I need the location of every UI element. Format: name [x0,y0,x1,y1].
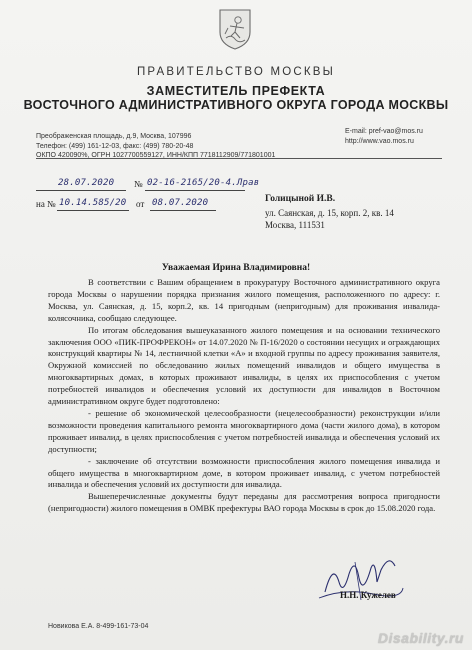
registration-number: 02-16-2165/20-4.Лрав [147,178,260,188]
recipient-city: Москва, 111531 [265,220,325,230]
office-address: Преображенская площадь, д.9, Москва, 107996 [36,133,192,140]
office-phone: Телефон: (499) 161-12-03, факс: (499) 780-20-48 [36,142,194,150]
watermark-logo: Disability.ru [377,630,464,646]
letterhead-title: ЗАМЕСТИТЕЛЬ ПРЕФЕКТА [146,84,326,98]
recipient-street: ул. Саянская, д. 15, корп. 2, кв. 14 [265,208,394,218]
reference-date: 08.07.2020 [152,198,209,208]
moscow-coat-of-arms-icon [218,8,252,50]
reference-from-label: от [136,199,145,209]
letter-body [48,277,440,515]
letterhead-subtitle: ВОСТОЧНОГО АДМИНИСТРАТИВНОГО ОКРУГА ГОРОДА МОСКВЫ [23,98,449,112]
recipient-name: Голицыной И.В. [265,194,336,204]
letterhead-divider [36,158,442,159]
office-codes: ОКПО 420090%, ОГРН 1027700559127, ИНН/КПП 7718112909/771801001 [36,152,276,159]
registration-date: 28.07.2020 [58,178,115,188]
paragraph-transfer: Вышеперечисленные документы будут переданы для рассмотрения вопроса пригодности (непригодности) жилого помещения в ОМВК префектуры ВАО города Москвы в срок до 15.08.2020 года. [48,491,440,514]
letterhead-web [345,127,423,146]
paragraph-results: По итогам обследования вышеуказанного жилого помещения и на основании технического заключения ООО «ПИК-ПРОФРЕКОН» от 14.07.2020 № П-16/2020 о состоянии несущих и ограждающих конструкций квартиры № 14, лестничной клетки «А» и входной группы по адресу проживания заявителя, Окружной комиссией по обследованию жилых помещений инвалидов и общего имущества в многоквартирных домах, в которых проживают инвалиды, в целях их приспособления с учетом потребностей инвалидов и обеспечения условий их доступности для инвалидов в Восточном административном округе будет подготовлено: [48,324,440,407]
paragraph-conclusion: - заключение об отсутствии возможности приспособления жилого помещения инвалида и общего имущества в многоквартирном доме, в котором проживает инвалид, с учетом потребностей инвалида и обеспечения условий их доступности для инвалида. [48,455,440,490]
reference-underline [57,210,129,211]
reference-number: 10.14.585/20 [59,198,127,208]
signatory-name: Н.Н. Кужелев [340,590,396,600]
office-email: E-mail: pref-vao@mos.ru [345,128,423,135]
number-underline [145,190,245,191]
date-underline [36,190,126,191]
government-name: ПРАВИТЕЛЬСТВО МОСКВЫ [136,66,336,78]
paragraph-decision: - решение об экономической целесообразности (нецелесообразности) реконструкции и/или возможности проведения капитального ремонта многоквартирного дома (части жилого дома), в котором проживает инвалид, в целях приспособления с учетом потребностей инвалида и обеспечения условий их доступности; [48,407,440,454]
office-website: http://www.vao.mos.ru [345,137,414,145]
recipient-block [265,193,394,231]
reference-date-underline [150,210,216,211]
executor-contact: Новикова Е.А. 8-499-161-73-04 [48,623,149,630]
paragraph-intro: В соответствии с Вашим обращением в прокуратуру Восточного административного округа города Москвы о нарушении порядка признания жилого помещения, расположенного по адресу: г. Москва, ул. Саянская, д. 15, корп.2, кв. 14 пригодным (непригодным) для проживания инвалида-колясочника, сообщаю следующее. [48,277,440,323]
letterhead-contacts [36,132,275,161]
registration-number-label: № [134,179,143,189]
reference-label: на № [36,199,56,209]
salutation: Уважаемая Ирина Владимировна! [161,263,311,273]
